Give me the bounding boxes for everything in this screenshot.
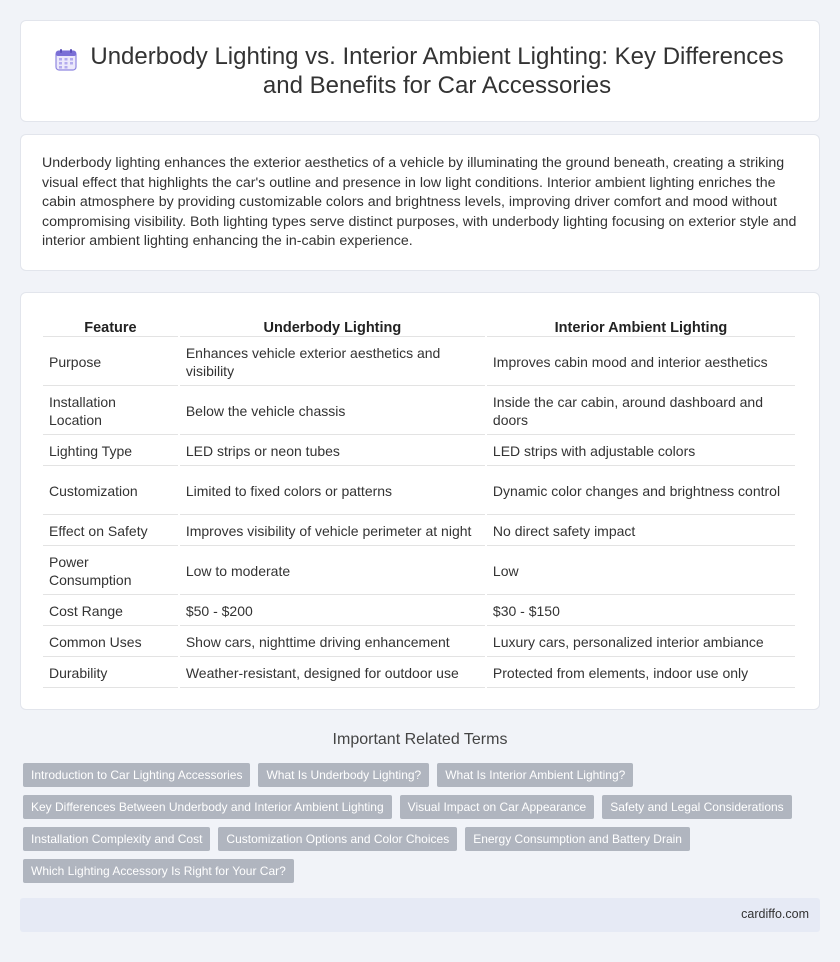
related-term-tag[interactable]: What Is Interior Ambient Lighting? (437, 763, 633, 787)
table-header-row (43, 317, 795, 337)
table-row (43, 437, 795, 466)
table-row (43, 628, 795, 657)
table-cell: Customization (43, 468, 178, 515)
table-cell: Installation Location (43, 388, 178, 435)
table-cell: Improves cabin mood and interior aesthetics (487, 339, 795, 386)
table-cell: Lighting Type (43, 437, 178, 466)
related-term-tag[interactable]: Key Differences Between Underbody and Interior Ambient Lighting (23, 795, 392, 819)
table-cell: Below the vehicle chassis (180, 388, 485, 435)
table-cell: $30 - $150 (487, 597, 795, 626)
intro-paragraph: Underbody lighting enhances the exterior aesthetics of a vehicle by illuminating the ground beneath, creating a striking visual effect that highlights the car's outline and presence in low light conditions. Interior ambient lighting enriches the cabin atmosphere by providing customizable colors and brightness levels, improving driver comfort and mood without compromising visibility. Both lighting types serve distinct purposes, with underbody lighting focusing on exterior style and interior ambient lighting enhancing the in-cabin experience. (42, 155, 797, 250)
table-cell: Durability (43, 659, 178, 688)
table-cell: Effect on Safety (43, 517, 178, 546)
table-cell: Power Consumption (43, 548, 178, 595)
page-title: Underbody Lighting vs. Interior Ambient Lighting: Key Differences and Benefits for Car Accessories (90, 43, 784, 99)
related-term-tag[interactable]: Which Lighting Accessory Is Right for Your Car? (23, 859, 294, 883)
comparison-table (41, 315, 797, 690)
table-row (43, 388, 795, 435)
footer (20, 898, 820, 932)
table-row (43, 517, 795, 546)
column-header-interior: Interior Ambient Lighting (487, 317, 795, 337)
column-header-underbody: Underbody Lighting (180, 317, 485, 337)
related-term-tag[interactable]: Energy Consumption and Battery Drain (465, 827, 690, 851)
column-header-feature: Feature (43, 317, 178, 337)
table-cell: Show cars, nighttime driving enhancement (180, 628, 485, 657)
table-row (43, 597, 795, 626)
related-term-tag[interactable]: What Is Underbody Lighting? (258, 763, 429, 787)
table-cell: Low to moderate (180, 548, 485, 595)
table-cell: Limited to fixed colors or patterns (180, 468, 485, 515)
comparison-table-card (20, 292, 820, 710)
header-card (20, 20, 820, 122)
table-row (43, 468, 795, 515)
table-cell: LED strips with adjustable colors (487, 437, 795, 466)
table-cell: $50 - $200 (180, 597, 485, 626)
table-cell: Inside the car cabin, around dashboard and doors (487, 388, 795, 435)
table-cell: Weather-resistant, designed for outdoor use (180, 659, 485, 688)
table-row (43, 659, 795, 688)
table-cell: Cost Range (43, 597, 178, 626)
intro-card (20, 134, 820, 271)
related-term-tag[interactable]: Installation Complexity and Cost (23, 827, 210, 851)
table-cell: No direct safety impact (487, 517, 795, 546)
table-cell: LED strips or neon tubes (180, 437, 485, 466)
table-cell: Luxury cars, personalized interior ambiance (487, 628, 795, 657)
related-term-tag[interactable]: Customization Options and Color Choices (218, 827, 457, 851)
table-cell: Low (487, 548, 795, 595)
table-cell: Protected from elements, indoor use only (487, 659, 795, 688)
table-cell: Dynamic color changes and brightness control (487, 468, 795, 515)
footer-site-link[interactable]: cardiffo.com (741, 907, 809, 921)
table-cell: Improves visibility of vehicle perimeter at night (180, 517, 485, 546)
table-row (43, 548, 795, 595)
related-term-tag[interactable]: Visual Impact on Car Appearance (400, 795, 595, 819)
related-terms-list (23, 763, 813, 891)
related-terms-title: Important Related Terms (332, 731, 508, 748)
table-row (43, 339, 795, 386)
related-term-tag[interactable]: Introduction to Car Lighting Accessories (23, 763, 250, 787)
table-cell: Purpose (43, 339, 178, 386)
table-cell: Common Uses (43, 628, 178, 657)
related-term-tag[interactable]: Safety and Legal Considerations (602, 795, 791, 819)
table-cell: Enhances vehicle exterior aesthetics and visibility (180, 339, 485, 386)
